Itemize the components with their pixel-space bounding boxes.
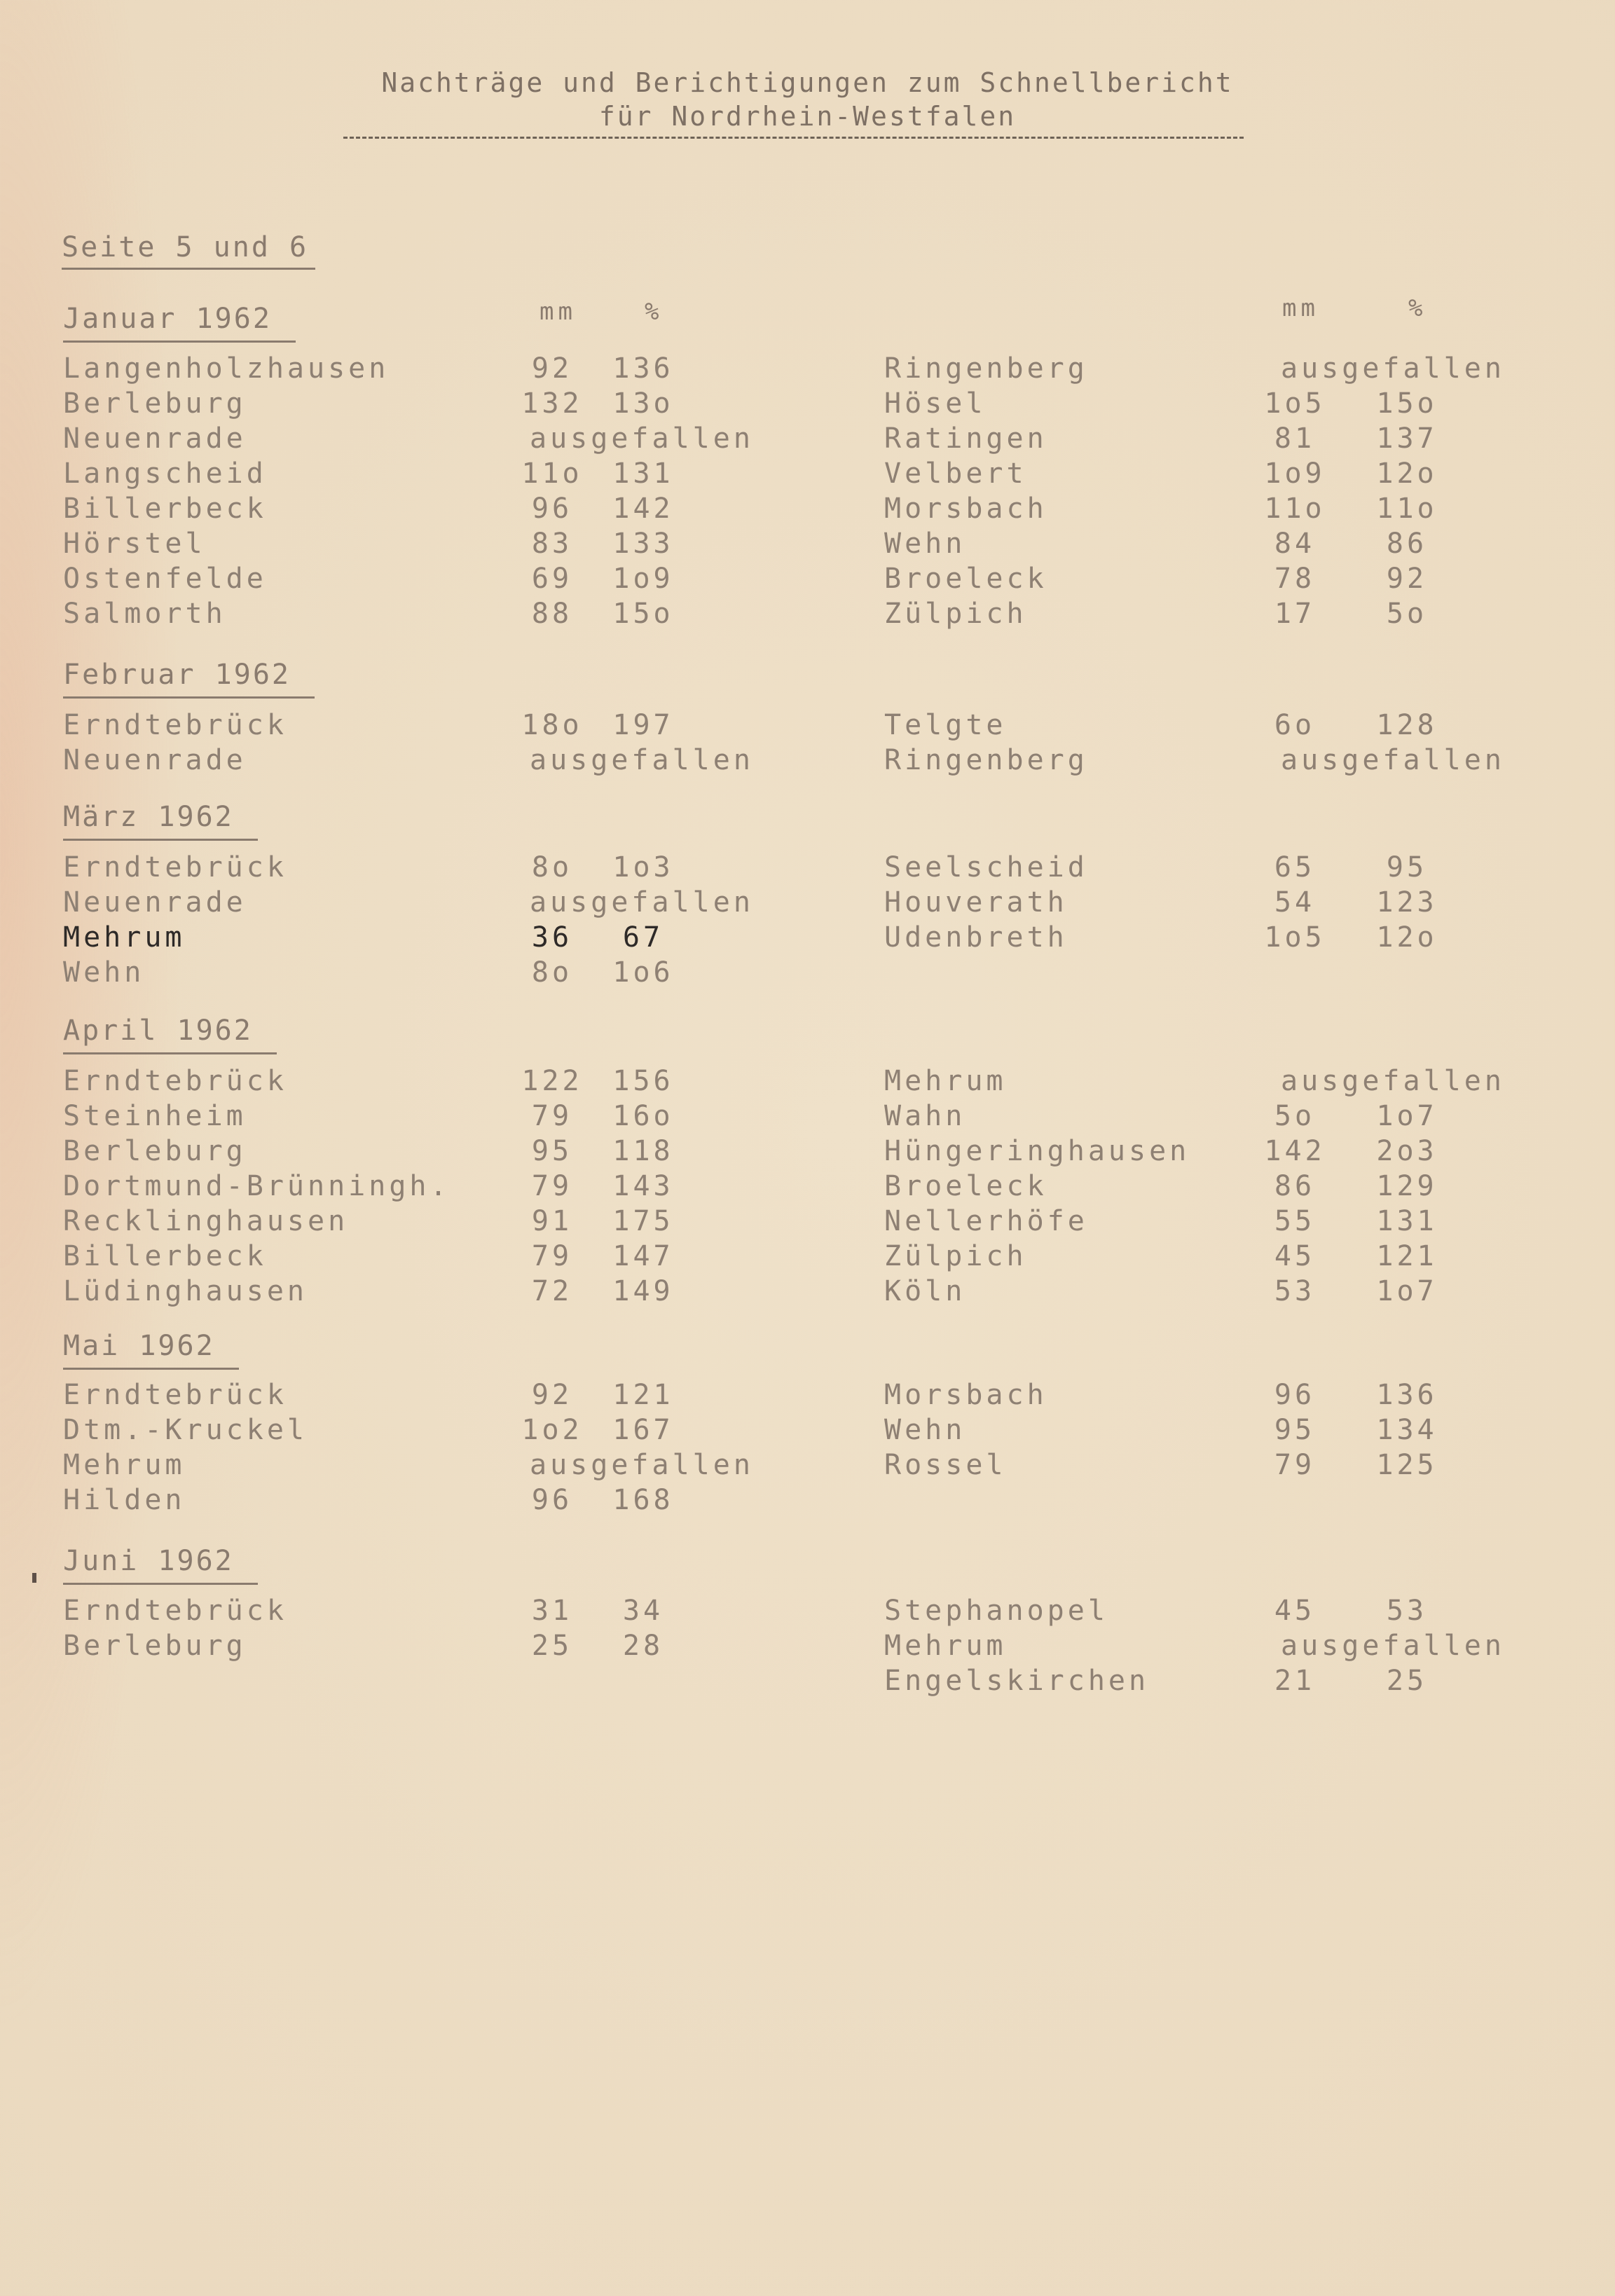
- station-row: [63, 528, 834, 563]
- precip-percent: 131: [1376, 1205, 1438, 1237]
- station-row: [63, 1275, 834, 1310]
- precip-mm: 18o: [521, 709, 583, 741]
- missing-note: ausgefallen: [1281, 1630, 1505, 1662]
- precip-mm: 45: [1274, 1595, 1316, 1627]
- station-name: Erndtebrück: [63, 851, 287, 884]
- margin-mark: [32, 1573, 36, 1583]
- precip-mm: 45: [1274, 1240, 1316, 1272]
- station-name: Billerbeck: [63, 493, 267, 525]
- station-name: Broeleck: [884, 563, 1047, 595]
- station-row: [63, 744, 834, 779]
- precip-mm: 79: [1274, 1449, 1316, 1481]
- station-row: [884, 1630, 1615, 1665]
- precip-mm: 8o: [531, 851, 573, 884]
- station-row: [63, 921, 834, 956]
- station-row: [884, 1379, 1615, 1414]
- station-name: Telgte: [884, 709, 1007, 741]
- precip-percent: 143: [612, 1170, 674, 1202]
- precip-percent: 5o: [1386, 598, 1428, 630]
- station-row: [63, 493, 834, 528]
- precip-mm: 53: [1274, 1275, 1316, 1307]
- station-name: Ringenberg: [884, 352, 1088, 385]
- station-name: Hörstel: [63, 528, 206, 560]
- station-row: [884, 709, 1615, 744]
- month-heading: Februar 1962: [63, 659, 315, 699]
- precip-percent: 134: [1376, 1414, 1438, 1446]
- station-name: Rossel: [884, 1449, 1007, 1481]
- precip-mm: 55: [1274, 1205, 1316, 1237]
- station-row: [63, 1379, 834, 1414]
- precip-percent: 16o: [612, 1100, 674, 1132]
- month-heading: Juni 1962: [63, 1545, 258, 1585]
- station-row: [884, 352, 1615, 387]
- precip-percent: 11o: [1376, 493, 1438, 525]
- station-row: [63, 956, 834, 991]
- precip-percent: 118: [612, 1135, 674, 1167]
- station-name: Wehn: [884, 528, 966, 560]
- precip-mm: 1o5: [1264, 921, 1326, 954]
- precip-percent: 13o: [612, 387, 674, 420]
- station-row: [884, 1100, 1615, 1135]
- precip-mm: 1o2: [521, 1414, 583, 1446]
- station-name: Mehrum: [884, 1630, 1007, 1662]
- station-name: Erndtebrück: [63, 1379, 287, 1411]
- station-row: [884, 528, 1615, 563]
- station-row: [63, 851, 834, 886]
- unit-mm-label: mm: [540, 298, 577, 326]
- precip-percent: 149: [612, 1275, 674, 1307]
- precip-percent: 121: [612, 1379, 674, 1411]
- station-name: Erndtebrück: [63, 709, 287, 741]
- station-name: Berleburg: [63, 1135, 247, 1167]
- station-name: Langscheid: [63, 458, 267, 490]
- precip-percent: 15o: [612, 598, 674, 630]
- precip-percent: 167: [612, 1414, 674, 1446]
- precip-mm: 21: [1274, 1665, 1316, 1697]
- month-heading: Mai 1962: [63, 1330, 239, 1370]
- station-name: Neuenrade: [63, 422, 247, 455]
- precip-percent: 67: [622, 921, 664, 954]
- station-name: Seelscheid: [884, 851, 1088, 884]
- precip-percent: 129: [1376, 1170, 1438, 1202]
- precip-percent: 1o7: [1376, 1100, 1438, 1132]
- station-row: [884, 851, 1615, 886]
- station-row: [884, 493, 1615, 528]
- precip-percent: 1o3: [612, 851, 674, 884]
- station-name: Recklinghausen: [63, 1205, 349, 1237]
- precip-mm: 132: [521, 387, 583, 420]
- precip-mm: 17: [1274, 598, 1316, 630]
- precip-mm: 69: [531, 563, 573, 595]
- precip-percent: 12o: [1376, 458, 1438, 490]
- precip-percent: 131: [612, 458, 674, 490]
- station-row: [63, 1484, 834, 1519]
- precip-mm: 142: [1264, 1135, 1326, 1167]
- precip-percent: 95: [1386, 851, 1428, 884]
- precip-mm: 96: [1274, 1379, 1316, 1411]
- precip-mm: 8o: [531, 956, 573, 989]
- station-row: [884, 387, 1615, 422]
- station-name: Ratingen: [884, 422, 1047, 455]
- station-row: [63, 563, 834, 598]
- station-name: Ostenfelde: [63, 563, 267, 595]
- station-name: Mehrum: [63, 921, 186, 954]
- missing-note: ausgefallen: [530, 1449, 754, 1481]
- station-row: [63, 886, 834, 921]
- precip-percent: 1o9: [612, 563, 674, 595]
- precip-mm: 72: [531, 1275, 573, 1307]
- station-name: Dtm.-Kruckel: [63, 1414, 308, 1446]
- station-row: [884, 1665, 1615, 1700]
- precip-mm: 25: [531, 1630, 573, 1662]
- precip-mm: 88: [531, 598, 573, 630]
- station-name: Dortmund-Brünningh.: [63, 1170, 451, 1202]
- precip-mm: 84: [1274, 528, 1316, 560]
- station-row: [884, 1065, 1615, 1100]
- precip-mm: 36: [531, 921, 573, 954]
- station-name: Erndtebrück: [63, 1065, 287, 1097]
- station-row: [63, 352, 834, 387]
- station-name: Broeleck: [884, 1170, 1047, 1202]
- precip-mm: 79: [531, 1170, 573, 1202]
- precip-mm: 1o9: [1264, 458, 1326, 490]
- station-name: Berleburg: [63, 387, 247, 420]
- station-name: Wahn: [884, 1100, 966, 1132]
- precip-percent: 28: [622, 1630, 664, 1662]
- station-row: [884, 1275, 1615, 1310]
- station-name: Lüdinghausen: [63, 1275, 308, 1307]
- station-name: Mehrum: [63, 1449, 186, 1481]
- precip-mm: 79: [531, 1240, 573, 1272]
- precip-percent: 125: [1376, 1449, 1438, 1481]
- station-name: Velbert: [884, 458, 1027, 490]
- station-row: [884, 563, 1615, 598]
- station-name: Langenholzhausen: [63, 352, 390, 385]
- precip-percent: 34: [622, 1595, 664, 1627]
- precip-percent: 147: [612, 1240, 674, 1272]
- missing-note: ausgefallen: [530, 886, 754, 919]
- precip-percent: 123: [1376, 886, 1438, 919]
- precip-percent: 25: [1386, 1665, 1428, 1697]
- precip-mm: 5o: [1274, 1100, 1316, 1132]
- precip-percent: 2o3: [1376, 1135, 1438, 1167]
- station-row: [63, 1135, 834, 1170]
- precip-mm: 95: [531, 1135, 573, 1167]
- precip-percent: 197: [612, 709, 674, 741]
- station-name: Erndtebrück: [63, 1595, 287, 1627]
- station-name: Neuenrade: [63, 886, 247, 919]
- station-name: Steinheim: [63, 1100, 247, 1132]
- precip-mm: 96: [531, 1484, 573, 1516]
- precip-mm: 92: [531, 352, 573, 385]
- precip-percent: 168: [612, 1484, 674, 1516]
- station-row: [63, 1205, 834, 1240]
- missing-note: ausgefallen: [1281, 352, 1505, 385]
- station-name: Zülpich: [884, 1240, 1027, 1272]
- station-row: [884, 458, 1615, 493]
- station-row: [884, 886, 1615, 921]
- title-underline: [343, 137, 1244, 139]
- precip-mm: 31: [531, 1595, 573, 1627]
- station-row: [884, 1595, 1615, 1630]
- precip-mm: 91: [531, 1205, 573, 1237]
- precip-mm: 54: [1274, 886, 1316, 919]
- station-row: [884, 1135, 1615, 1170]
- month-heading: März 1962: [63, 801, 258, 841]
- precip-mm: 1o5: [1264, 387, 1326, 420]
- station-row: [63, 387, 834, 422]
- precip-mm: 95: [1274, 1414, 1316, 1446]
- precip-percent: 1o7: [1376, 1275, 1438, 1307]
- station-name: Morsbach: [884, 1379, 1047, 1411]
- month-heading: Januar 1962: [63, 303, 296, 343]
- station-row: [884, 1240, 1615, 1275]
- station-row: [63, 422, 834, 458]
- precip-mm: 86: [1274, 1170, 1316, 1202]
- station-row: [884, 1170, 1615, 1205]
- station-row: [884, 1449, 1615, 1484]
- station-name: Nellerhöfe: [884, 1205, 1088, 1237]
- missing-note: ausgefallen: [530, 422, 754, 455]
- station-row: [63, 1100, 834, 1135]
- station-name: Houverath: [884, 886, 1068, 919]
- station-name: Wehn: [884, 1414, 966, 1446]
- month-heading: April 1962: [63, 1015, 277, 1054]
- station-row: [63, 598, 834, 633]
- station-row: [63, 709, 834, 744]
- station-row: [63, 1630, 834, 1665]
- document-title: Nachträge und Berichtigungen zum Schnellbericht: [381, 67, 1234, 98]
- station-row: [63, 1240, 834, 1275]
- precip-mm: 81: [1274, 422, 1316, 455]
- precip-percent: 136: [612, 352, 674, 385]
- precip-mm: 96: [531, 493, 573, 525]
- station-name: Udenbreth: [884, 921, 1068, 954]
- precip-percent: 156: [612, 1065, 674, 1097]
- precip-mm: 83: [531, 528, 573, 560]
- precip-mm: 6o: [1274, 709, 1316, 741]
- precip-mm: 65: [1274, 851, 1316, 884]
- station-row: [63, 458, 834, 493]
- unit-mm-label: mm: [1282, 294, 1319, 322]
- station-row: [884, 1205, 1615, 1240]
- station-name: Salmorth: [63, 598, 226, 630]
- precip-mm: 11o: [521, 458, 583, 490]
- station-name: Ringenberg: [884, 744, 1088, 776]
- precip-percent: 142: [612, 493, 674, 525]
- precip-percent: 121: [1376, 1240, 1438, 1272]
- station-name: Hilden: [63, 1484, 186, 1516]
- missing-note: ausgefallen: [530, 744, 754, 776]
- document-subtitle: für Nordrhein-Westfalen: [598, 101, 1017, 132]
- precip-percent: 136: [1376, 1379, 1438, 1411]
- station-name: Hüngeringhausen: [884, 1135, 1190, 1167]
- station-row: [884, 921, 1615, 956]
- station-row: [63, 1595, 834, 1630]
- precip-percent: 92: [1386, 563, 1428, 595]
- page-reference: Seite 5 und 6: [62, 231, 315, 270]
- precip-percent: 12o: [1376, 921, 1438, 954]
- unit-percent-label: %: [1408, 294, 1427, 322]
- station-name: Stephanopel: [884, 1595, 1108, 1627]
- station-name: Billerbeck: [63, 1240, 267, 1272]
- station-name: Zülpich: [884, 598, 1027, 630]
- precip-percent: 86: [1386, 528, 1428, 560]
- station-row: [884, 422, 1615, 458]
- station-name: Mehrum: [884, 1065, 1007, 1097]
- station-row: [884, 598, 1615, 633]
- station-name: Morsbach: [884, 493, 1047, 525]
- station-row: [63, 1414, 834, 1449]
- precip-mm: 79: [531, 1100, 573, 1132]
- station-name: Köln: [884, 1275, 966, 1307]
- precip-percent: 175: [612, 1205, 674, 1237]
- precip-mm: 122: [521, 1065, 583, 1097]
- precip-mm: 78: [1274, 563, 1316, 595]
- precip-percent: 128: [1376, 709, 1438, 741]
- precip-percent: 53: [1386, 1595, 1428, 1627]
- station-row: [884, 1414, 1615, 1449]
- station-name: Neuenrade: [63, 744, 247, 776]
- precip-mm: 11o: [1264, 493, 1326, 525]
- precip-mm: 92: [531, 1379, 573, 1411]
- precip-percent: 137: [1376, 422, 1438, 455]
- station-name: Berleburg: [63, 1630, 247, 1662]
- station-name: Engelskirchen: [884, 1665, 1150, 1697]
- precip-percent: 15o: [1376, 387, 1438, 420]
- missing-note: ausgefallen: [1281, 1065, 1505, 1097]
- station-row: [63, 1449, 834, 1484]
- precip-percent: 1o6: [612, 956, 674, 989]
- unit-percent-label: %: [645, 298, 664, 326]
- station-row: [63, 1065, 834, 1100]
- station-name: Wehn: [63, 956, 145, 989]
- station-row: [63, 1170, 834, 1205]
- missing-note: ausgefallen: [1281, 744, 1505, 776]
- station-name: Hösel: [884, 387, 987, 420]
- station-row: [884, 744, 1615, 779]
- precip-percent: 133: [612, 528, 674, 560]
